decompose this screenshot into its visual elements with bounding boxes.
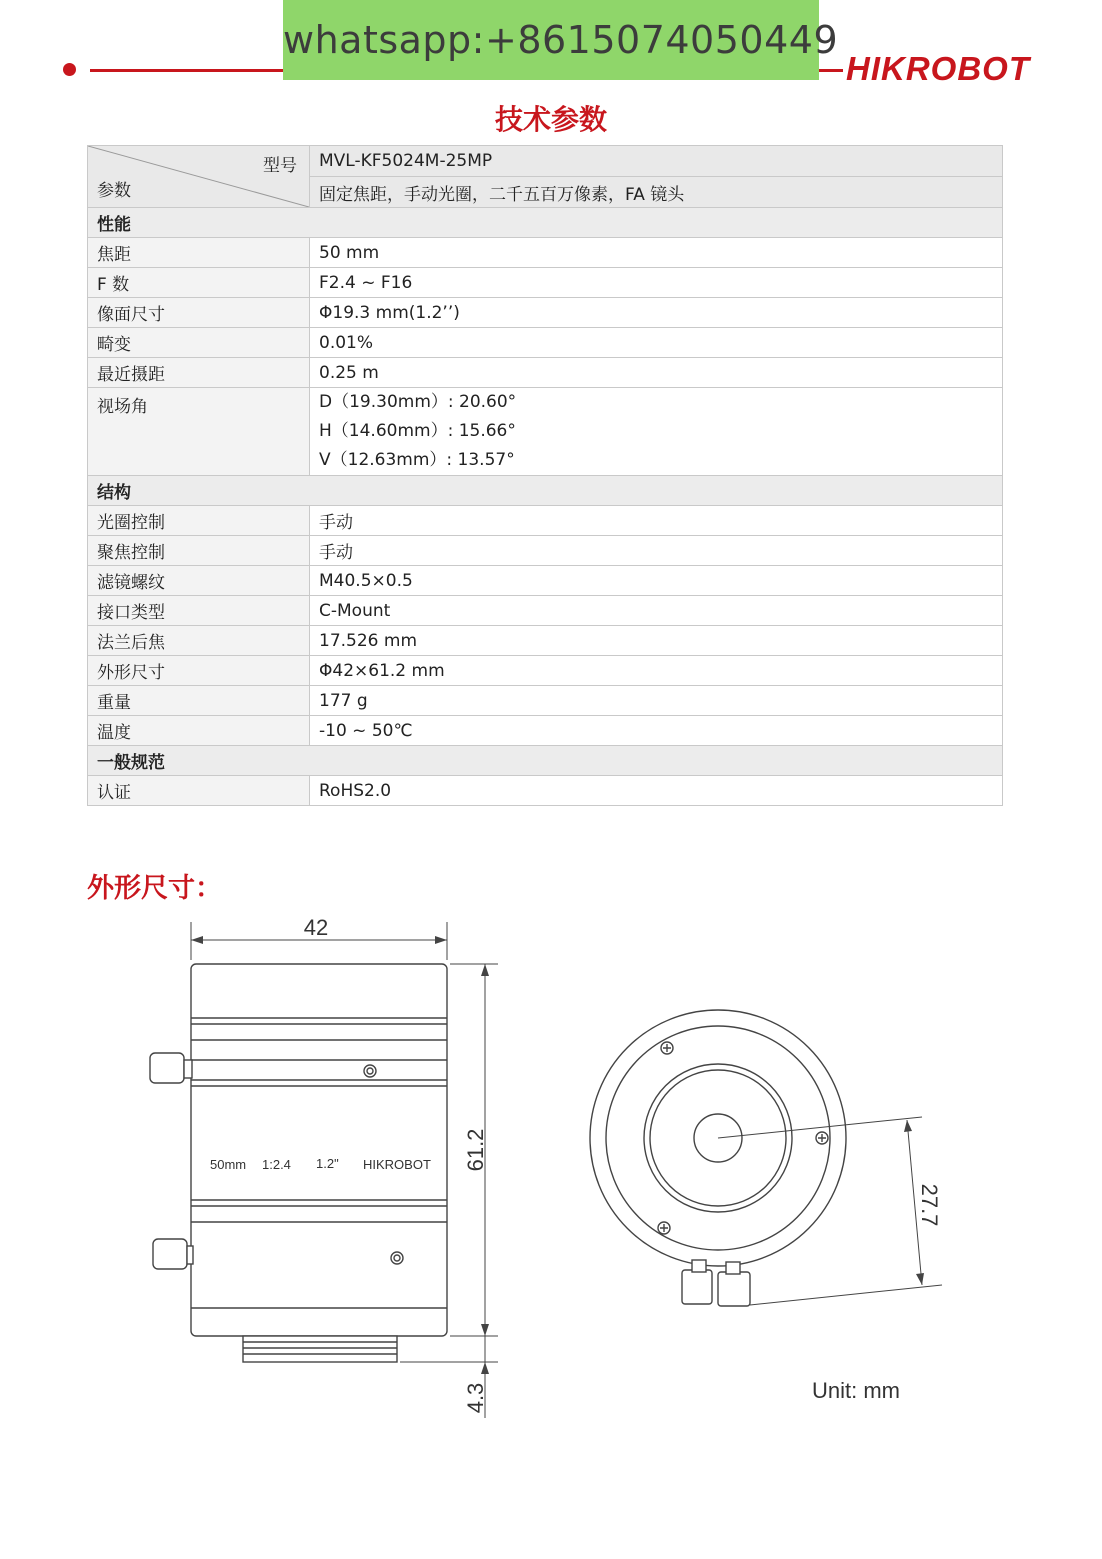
flange-dimension-label: 27.7 xyxy=(917,1183,942,1227)
spec-label: 光圈控制 xyxy=(88,506,310,536)
spec-label: 接口类型 xyxy=(88,596,310,626)
fov-diagonal: D（19.30mm）: 20.60° xyxy=(319,392,517,412)
spec-label: 重量 xyxy=(88,686,310,716)
description-cell: 固定焦距，手动光圈，二千五百万像素，FA 镜头 xyxy=(310,177,1003,208)
spec-label: 外形尺寸 xyxy=(88,656,310,686)
spec-value: 手动 xyxy=(310,536,1003,566)
fov-values xyxy=(310,388,1003,476)
spec-row xyxy=(88,656,1003,686)
dimension-drawing xyxy=(0,900,1102,1440)
spec-label: 认证 xyxy=(88,776,310,806)
spec-row xyxy=(88,776,1003,806)
spec-row xyxy=(88,238,1003,268)
header-corner-cell xyxy=(88,146,310,208)
spec-label: 法兰后焦 xyxy=(88,626,310,656)
spec-value: F2.4 ~ F16 xyxy=(310,268,1003,298)
mount-dimension-label: 4.3 xyxy=(463,1382,488,1414)
spec-value: 0.01% xyxy=(310,328,1003,358)
spec-label: 温度 xyxy=(88,716,310,746)
spec-row xyxy=(88,566,1003,596)
barrel-format: 1.2" xyxy=(316,1156,339,1171)
header-red-dot xyxy=(63,63,76,76)
section-structure: 结构 xyxy=(88,476,1003,506)
spec-row xyxy=(88,506,1003,536)
spec-value: Φ19.3 mm(1.2’’) xyxy=(310,298,1003,328)
model-cell: MVL-KF5024M-25MP xyxy=(310,146,1003,177)
length-dimension-label: 61.2 xyxy=(463,1128,488,1172)
fov-vertical: V（12.63mm）: 13.57° xyxy=(319,450,515,470)
barrel-brand: HIKROBOT xyxy=(363,1157,431,1172)
spec-label: 像面尺寸 xyxy=(88,298,310,328)
header-rule-right xyxy=(819,69,843,72)
spec-label: 聚焦控制 xyxy=(88,536,310,566)
spec-value: 0.25 m xyxy=(310,358,1003,388)
page-title: 技术参数 xyxy=(494,103,607,136)
barrel-aperture: 1:2.4 xyxy=(262,1157,291,1172)
spec-value: Φ42×61.2 mm xyxy=(310,656,1003,686)
spec-label: 滤镜螺纹 xyxy=(88,566,310,596)
spec-row xyxy=(88,536,1003,566)
spec-row xyxy=(88,596,1003,626)
brand-logo: HIKROBOT xyxy=(846,50,1030,87)
spec-value: 手动 xyxy=(310,506,1003,536)
barrel-focal: 50mm xyxy=(210,1157,247,1172)
spec-label: 畸变 xyxy=(88,328,310,358)
dimensions-title: 外形尺寸： xyxy=(87,873,222,904)
spec-value: C-Mount xyxy=(310,596,1003,626)
whatsapp-watermark: whatsapp:+8615074050449 xyxy=(283,0,819,80)
spec-value: RoHS2.0 xyxy=(310,776,1003,806)
spec-value: 177 g xyxy=(310,686,1003,716)
spec-value: -10 ~ 50℃ xyxy=(310,716,1003,746)
section-general: 一般规范 xyxy=(88,746,1003,776)
spec-label: F 数 xyxy=(88,268,310,298)
spec-table xyxy=(87,145,1003,806)
corner-label-model: 型号 xyxy=(263,156,297,176)
spec-label: 视场角 xyxy=(88,388,310,476)
corner-label-params: 参数 xyxy=(97,181,131,201)
spec-row xyxy=(88,298,1003,328)
spec-row xyxy=(88,686,1003,716)
header-rule-left xyxy=(90,69,283,72)
unit-label: Unit: mm xyxy=(812,1378,900,1403)
spec-row xyxy=(88,328,1003,358)
spec-label: 最近摄距 xyxy=(88,358,310,388)
spec-row xyxy=(88,268,1003,298)
fov-horizontal: H（14.60mm）: 15.66° xyxy=(319,421,516,441)
spec-value: M40.5×0.5 xyxy=(310,566,1003,596)
spec-row xyxy=(88,358,1003,388)
spec-label: 焦距 xyxy=(88,238,310,268)
spec-value: 50 mm xyxy=(310,238,1003,268)
section-performance: 性能 xyxy=(88,208,1003,238)
spec-row xyxy=(88,716,1003,746)
lens-front-view xyxy=(590,1010,846,1306)
spec-row xyxy=(88,388,1003,476)
spec-row xyxy=(88,626,1003,656)
width-dimension-label: 42 xyxy=(303,915,329,940)
spec-value: 17.526 mm xyxy=(310,626,1003,656)
